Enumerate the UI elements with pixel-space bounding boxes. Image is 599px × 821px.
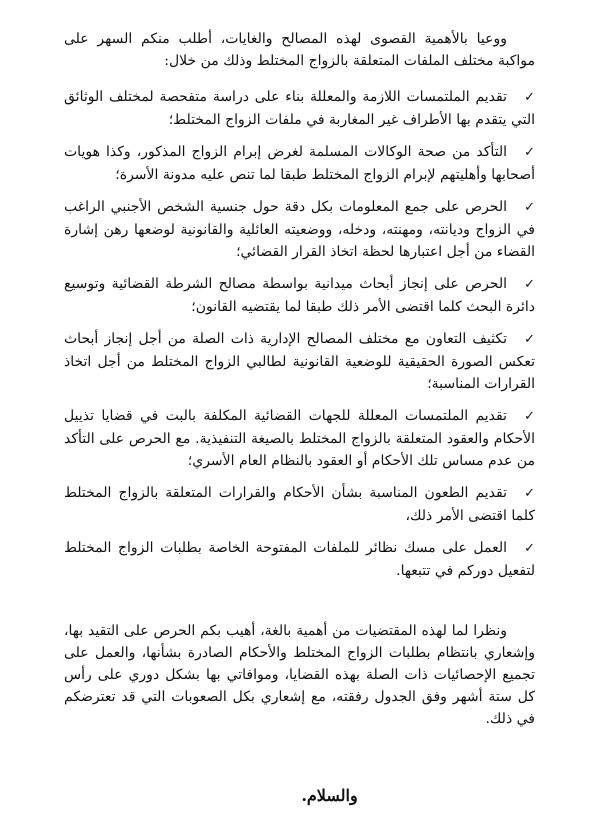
list-item — [64, 328, 535, 395]
list-item-text: الحرص على إنجاز أبحاث ميدانية بواسطة مصالح الشرطة القضائية وتوسيع دائرة البحث كلما اقتضى الأمر ذلك طبقا لما يقتضيه القانون؛ — [64, 276, 535, 315]
list-item — [64, 196, 535, 263]
list-item-text: تقديم الملتمسات اللازمة والمعللة بناء على دراسة متفحصة لمختلف الوثائق التي يتقدم بها الأطراف غير المغاربة في ملفات الزواج المختلط؛ — [64, 89, 535, 128]
check-icon: ✓ — [524, 486, 535, 501]
list-item-text: تقديم الطعون المناسبة بشأن الأحكام والقرارات المتعلقة بالزواج المختلط كلما اقتضى الأمر ذلك، — [64, 485, 535, 524]
list-item — [64, 141, 535, 186]
check-icon: ✓ — [524, 409, 535, 424]
check-icon: ✓ — [524, 332, 535, 347]
list-item-text: الحرص على جمع المعلومات بكل دقة حول جنسية الشخص الأجنبي الراغب في الزواج وديانته، ومهنته، ودخله، ووضعيته العائلية والقانونية لوضعها رهن إشارة القضاء من أجل اعتبارها لحظة اتخاذ القرار القضائي؛ — [64, 199, 535, 260]
check-icon: ✓ — [524, 200, 535, 215]
list-item — [64, 86, 535, 131]
list-item-text: تقديم الملتمسات المعللة للجهات القضائية المكلفة بالبت في قضايا تذييل الأحكام والعقود المتعلقة بالزواج المختلط بالصيغة التنفيذية. مع الحرص على التأكد من عدم مساس تلك الأحكام أو العقود بالنظام العام الأسري؛ — [64, 408, 535, 469]
check-icon: ✓ — [524, 277, 535, 292]
request-list — [64, 86, 535, 582]
intro-paragraph: ووعيا بالأهمية القصوى لهذه المصالح والغايات، أطلب منكم السهر على مواكبة مختلف الملفات المتعلقة بالزواج المختلط وذلك من خلال: — [64, 31, 535, 69]
check-icon: ✓ — [524, 145, 535, 160]
list-item — [64, 482, 535, 527]
list-item — [64, 537, 535, 582]
list-item — [64, 405, 535, 472]
sign-off: والسلام. — [301, 786, 358, 805]
check-icon: ✓ — [524, 90, 535, 105]
list-item-text: العمل على مسك نظائر للملفات المفتوحة الخاصة بطلبات الزواج المختلط لتفعيل دوركم في تتبعها. — [64, 540, 535, 579]
list-item-text: التأكد من صحة الوكالات المسلمة لغرض إبرام الزواج المذكور، وكذا هويات أصحابها وأهليتهم لإبرام الزواج المختلط طبقا لما تنص عليه مدونة الأسرة؛ — [64, 144, 535, 183]
list-item-text: تكثيف التعاون مع مختلف المصالح الإدارية ذات الصلة من أجل إنجاز أبحاث تعكس الصورة الحقيقية للوضعية القانونية لطالبي الزواج المختلط من أجل اتخاذ القرارات المناسبة؛ — [64, 331, 535, 392]
check-icon: ✓ — [524, 541, 535, 556]
list-item — [64, 273, 535, 318]
closing-paragraph: ونظرا لما لهذه المقتضيات من أهمية بالغة، أهيب بكم الحرص على التقيد بها، وإشعاري بانتظام بطلبات الزواج المختلط والأحكام الصادرة بشأنها، والعمل على تجميع الإحصائيات ذات الصلة بهذه القضايا، وموافاتي بها بشكل دوري على رأس كل ستة أشهر وفق الجدول رفقته، مع إشعاري بكل الصعوبات التي قد تعترضكم في ذلك. — [64, 623, 535, 727]
